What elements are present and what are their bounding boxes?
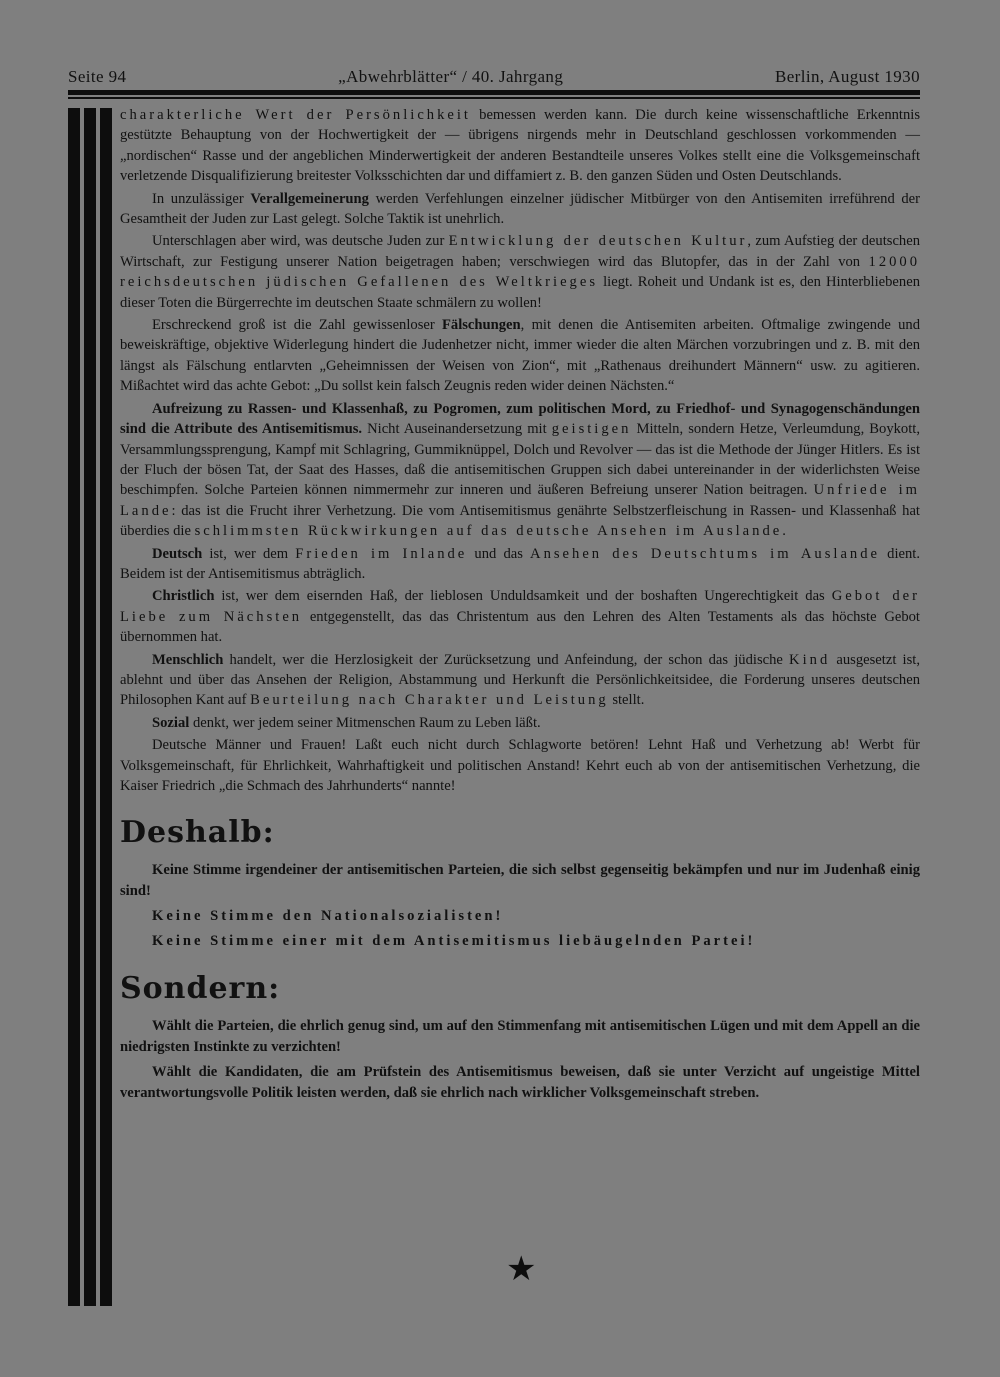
place-and-date: Berlin, August 1930 (774, 67, 920, 86)
paragraph: In unzulässiger Verallgemeinerung werden Verfehlungen einzelner jüdischer Mitbürger von den Antisemiten irreführend der Gesamtheit der Juden zur Last gelegt. Solche Taktik ist unehrlich. (120, 190, 920, 228)
paragraph: Deutsche Männer und Frauen! Laßt euch nicht durch Schlagworte betören! Lehnt Haß und Verhetzung ab! Werbt für Volksgemeinschaft, für Ehrlichkeit, Wahrhaftigkeit und politischen Anstand! Kehrt euch ab von der antisemitischen Verhetzung, die Kaiser Friedrich „die Schmach des Jahrhunderts“ nannte! (120, 737, 920, 794)
deshalb-block (120, 860, 920, 952)
star-ornament-icon: ★ (506, 1249, 537, 1289)
deshalb-line: Keine Stimme einer mit dem Antisemitismus liebäugelnden Partei! (152, 933, 756, 950)
sondern-block (120, 1016, 920, 1104)
sondern-line: Wählt die Kandidaten, die am Prüfstein des Antisemitismus beweisen, daß sie unter Verzicht auf ungeistige Mittel verantwortungsvolle Politik leisten werden, daß sie ehrlich nach wirklicher Volksgemeinschaft streben. (120, 1064, 920, 1102)
document-page (68, 64, 926, 1314)
heading-deshalb: Deshalb: (120, 815, 275, 851)
paragraph: Christlich ist, wer dem eisernden Haß, der lieblosen Unduldsamkeit und der boshaften Ungerechtigkeit das Gebot der Liebe zum Nächsten entgegenstellt, das das Christentum aus den Lehren des Alten Testaments als das höchste Gebot übernommen hat. (120, 588, 920, 646)
margin-bar (84, 108, 96, 1306)
deshalb-line: Keine Stimme den Nationalsozialisten! (152, 908, 504, 925)
paragraph: Sozial denkt, wer jedem seiner Mitmenschen Raum zu Leben läßt. (152, 714, 541, 731)
article-body (120, 105, 920, 1108)
margin-bars (68, 108, 112, 1306)
paragraph: charakterliche Wert der Persönlichkeit bemessen werden kann. Die durch keine wissenschaftliche Erkenntnis gestützte Behauptung von der Hochwertigkeit der — übrigens nirgends mehr in Deutschland geschlossen vorkommenden — „nordischen“ Rasse und der angeblichen Minderwertigkeit der anderen Bestandteile unseres Volkes stellt eine die Volksgemeinschaft verletzende Disqualifizierung breitester Volksschichten dar und diffamiert z. B. den ganzen Süden und Osten Deutschlands. (120, 107, 921, 185)
paragraph: Unterschlagen aber wird, was deutsche Juden zur Entwicklung der deutschen Kultur, zum Aufstieg der deutschen Wirtschaft, zur Festigung unserer Nation beigetragen haben; verschwiegen wird das Blutopfer, das in der Zahl von 12000 reichsdeutschen jüdischen Gefallenen des Weltkrieges liegt. Roheit und Undank ist es, den Hinterbliebenen dieser Toten die Bürgerrechte im deutschen Staate schmälern zu wollen! (120, 233, 920, 311)
heading-sondern: Sondern: (120, 971, 281, 1007)
header-rule-thick (68, 90, 920, 95)
sondern-line: Wählt die Parteien, die ehrlich genug sind, um auf den Stimmenfang mit antisemitischen Lügen und mit dem Appell an die niedrigsten Instinkte zu verzichten! (120, 1018, 920, 1056)
margin-bar (100, 108, 112, 1306)
paragraph: Menschlich handelt, wer die Herzlosigkeit der Zurücksetzung und Anfeindung, der schon das jüdische Kind ausgesetzt ist, ablehnt und über das Ansehen der Religion, Abstammung und Herkunft die Persönlichkeitsidee, die Forderung unseres deutschen Philosophen Kant auf Beurteilung nach Charakter und Leistung stellt. (120, 651, 920, 709)
page-header (68, 64, 926, 90)
deshalb-line: Keine Stimme irgendeiner der antisemitischen Parteien, die sich selbst gegenseitig bekämpfen und nur im Judenhaß einig sind! (120, 862, 920, 900)
page-number: Seite 94 (68, 67, 127, 86)
paragraph: Aufreizung zu Rassen- und Klassenhaß, zu Pogromen, zum politischen Mord, zu Friedhof- und Synagogenschändungen sind die Attribute des Antisemitismus. Nicht Auseinandersetzung mit geistigen Mitteln, sondern Hetze, Verleumdung, Boykott, Versammlungssprengung, Kampf mit Schlagring, Gummiknüppel, Dolch und Revolver — das ist die Methode der Jünger Hitlers. Es ist der Fluch der bösen Tat, der Saat des Hasses, daß die antisemitischen Gruppen sich dabei untereinander in der widerlichsten Weise beschimpfen. Solche Parteien können nimmermehr zur inneren und äußeren Befreiung unserer Nation beitragen. Unfriede im Lande: das ist die Frucht ihrer Verhetzung. Die vom Antisemitismus genährte Selbstzerfleischung in Rassen- und Klassenhaß hat überdies die schlimmsten Rückwirkungen auf das deutsche Ansehen im Auslande. (120, 400, 920, 540)
margin-bar (68, 108, 80, 1306)
header-rule-thin (68, 97, 920, 99)
paragraph: Erschreckend groß ist die Zahl gewissenloser Fälschungen, mit denen die Antisemiten arbeiten. Oftmalige zwingende und beweiskräftige, objektive Widerlegung hindert die Judenhetzer nicht, immer wieder die alten Märchen vorzubringen und z. B. mit den längst als Fälschung entlarvten „Geheimnissen der Weisen von Zion“, mit „Rathenaus dreihundert Männern“ usw. zu agitieren. Mißachtet wird das achte Gebot: „Du sollst kein falsch Zeugnis reden wider deinen Nächsten.“ (120, 317, 920, 395)
publication-title: „Abwehrblätter“ / 40. Jahrgang (338, 67, 564, 86)
paragraph: Deutsch ist, wer dem Frieden im Inlande und das Ansehen des Deutschtums im Auslande dient. Beidem ist der Antisemitismus abträglich. (120, 545, 920, 582)
